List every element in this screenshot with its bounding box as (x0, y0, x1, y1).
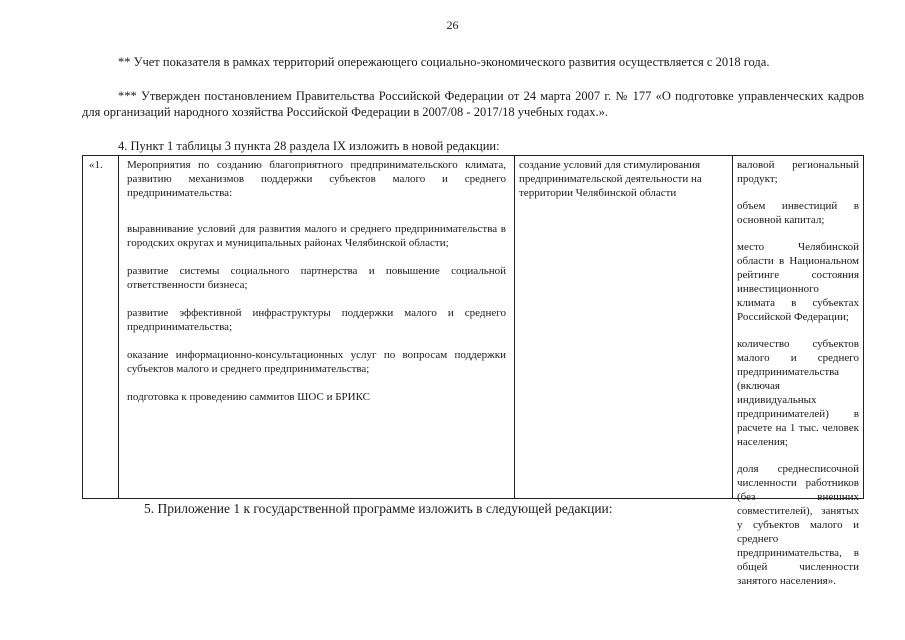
indicator-item: количество субъектов малого и среднего предпринимательства (включая индивидуальных предпринимателей) в расчете на 1 тыс. человек населения; (737, 338, 859, 448)
event-item: развитие эффективной инфраструктуры поддержки малого и среднего предпринимательства; (127, 307, 506, 333)
amendment-item-4: 4. Пункт 1 таблицы 3 пункта 28 раздела IX изложить в новой редакции: (118, 139, 500, 153)
indicator-item: валовой региональный продукт; (737, 159, 859, 185)
indicator-item: объем инвестиций в основной капитал; (737, 200, 859, 226)
footnote-triple-asterisk: *** Утвержден постановлением Правительства Российской Федерации от 24 марта 2007 г. № 177 «О подготовке управленческих кадров для организаций народного хозяйства Российской Федерации в 2007/08 - 2017/18 учебных годах.». (82, 89, 864, 119)
event-item: оказание информационно-консультационных услуг по вопросам поддержки субъектов малого и среднего предпринимательства; (127, 349, 506, 375)
table-cell-goal (515, 156, 733, 498)
table-cell-indicators (733, 156, 863, 587)
goal-text: создание условий для стимулирования предпринимательской деятельности на территории Челябинской области (519, 159, 702, 199)
event-item: выравнивание условий для развития малого и среднего предпринимательства в городских округах и муниципальных районах Челябинской области; (127, 223, 506, 249)
table-cell-row-number (83, 156, 119, 498)
event-item: Мероприятия по созданию благоприятного предпринимательского климата, развитию механизмов поддержки субъектов малого и среднего предпринимательства: (127, 159, 506, 199)
amendment-item-5: 5. Приложение 1 к государственной программе изложить в следующей редакции: (144, 501, 613, 516)
page-number: 26 (446, 18, 459, 32)
row-number: «1. (89, 159, 103, 171)
indicator-item: место Челябинской области в Национальном рейтинге состояния инвестиционного климата в субъектах Российской Федерации; (737, 241, 859, 323)
event-item: развитие системы социального партнерства и повышение социальной ответственности бизнеса; (127, 265, 506, 291)
event-item: подготовка к проведению саммитов ШОС и БРИКС (127, 391, 370, 403)
table-cell-events (119, 156, 515, 498)
footnote-double-asterisk: ** Учет показателя в рамках территорий опережающего социально-экономического развития осуществляется с 2018 года. (118, 55, 770, 69)
indicator-item: доля среднесписочной численности работников (без внешних совместителей), занятых у субъектов малого и среднего предпринимательства, в общей численности занятого населения». (737, 463, 859, 587)
